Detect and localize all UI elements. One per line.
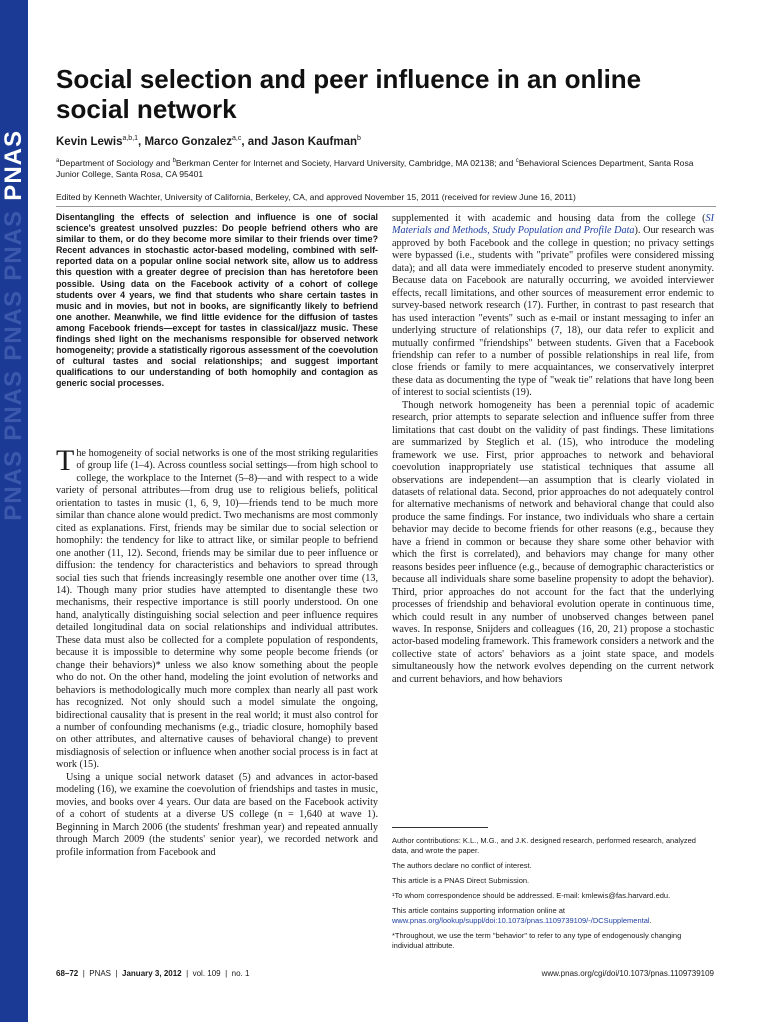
si-link[interactable]: SI Materials and Methods, Study Population and Profile Data <box>392 213 714 237</box>
body-paragraph: The homogeneity of social networks is one of the most striking regularities of group life (1–4). Across countless social settings—from high school to college, the workplace to the Internet (5–8)—and with respect to a wide variety of personal attributes—from drug use to religious beliefs, political orientation to tastes in music (1, 6, 9, 10)—friends tend to be much more similar than chance alone would predict. Two mechanisms are most commonly cited as explanations. First, friends may be similar due to social selection or homophily: the tendency for like to attract like, or similar people to befriend one another (11, 12). Second, friends may be similar due to peer influence or diffusion: the tendency for characteristics and behaviors to spread through social ties such that friends increasingly resemble one another over time (13, 14). Though many prior studies have attempted to disentangle these two mechanisms, their respective importance is still poorly understood. On one hand, analytically distinguishing social selection and peer influence requires detailed longitudinal data on social relationships and individual attributes. These data must also be collected for a complete population of respondents, because it is impossible to determine why some people become friends (or change their behaviors)* unless we also know something about the people who do not. On the other hand, modeling the joint evolution of networks and behaviors is methodologically much more complex than nearly all past work has recognized. Not only should such a model simulate the ongoing, bidirectional causality that is present in the real world; it must also control for a number of confounding mechanisms (e.g., triadic closure, homophily based on other attributes, and alternative causes of behavioral change) to prevent misdiagnosis of selection or influence when another social process is in fact at work (15). <box>56 444 378 771</box>
body-paragraph: Using a unique social network dataset (5) and advances in actor-based modeling (16), we examine the coevolution of friendships and tastes in music, movies, and books over 4 years. Our data are based on the Facebook activity of a cohort of students at a diverse US college (n = 1,640 at wave 1). Beginning in March 2006 (the students' freshman year) and repeated annually through March 2009 (the students' senior year), we recorded network and profile information from Facebook and <box>56 771 378 858</box>
body-text: supplemented it with academic and housing data from the college ( <box>392 213 706 224</box>
affil-sup: c <box>515 158 519 164</box>
footnote-behavior: *Throughout, we use the term "behavior" to refer to any type of endogenously changing individual attribute. <box>392 931 682 950</box>
pnas-logo-stack <box>2 130 26 610</box>
author-name: Jason Kaufman <box>271 135 358 148</box>
body-text: ). Our research was approved by both Facebook and the college in question; no privacy settings were bypassed (i.e., students with "private" profiles were considered missing data); and all data were immediately encoded to preserve student anonymity. Because data on Facebook are naturally occurring, we avoided interviewer effects, recall limitations, and other sources of measurement error endemic to survey-based network research (17). Further, in contrast to past research that has used interaction "events" such as e-mail or instant messaging to infer an underlying structure of relationships (7, 18), our data refer to explicit and mutually confirmed "friendships" between students. Given that a Facebook friendship can refer to a number of possible relationships in real life, from close friends or family to mere acquaintances, we conservatively interpret these data as documenting the type of "weak tie" relations that have long been of interest to social scientists (19). <box>392 225 714 399</box>
author-affil-sup: a,c <box>232 135 242 142</box>
affil-text: Behavioral Sciences Department, Santa Rosa Junior College, Santa Rosa, CA 95401 <box>56 157 694 179</box>
footer-sep: | <box>186 969 189 978</box>
footer-sep: | <box>82 969 85 978</box>
affil-sup: b <box>172 158 176 164</box>
affil-sup: a <box>56 158 60 164</box>
body-paragraph <box>392 213 714 400</box>
author-list: Kevin Lewis$^{a,b,1}$, Marco Gonzalez$^{a,c}$, and Jason Kaufman$^b$ <box>56 135 361 148</box>
edited-by: Edited by Kenneth Wachter, University of California, Berkeley, CA, and approved November 15, 2011 (received for review June 16, 2011) <box>56 192 576 202</box>
abstract: Disentangling the effects of selection and influence is one of social science's greatest unsolved puzzles: Do people befriend others who are similar to them, or do they become more similar to their friends over time? Recent advances in stochastic actor-based modeling, combined with self-reported data on a popular online social network site, allow us to address this question with a greater degree of precision than has heretofore been possible. Using data on the Facebook activity of a cohort of college students over 4 years, we find that students who share certain tastes in music and in movies, but not in books, are significantly likely to befriend one another. Meanwhile, we find little evidence for the diffusion of tastes among Facebook friends—except for tastes in classical/jazz music. These findings shed light on the mechanisms responsible for observed network homogeneity; provide a statistically rigorous assessment of the coevolution of cultural tastes and social relationships; and suggest important qualifications to our understanding of both homophily and contagion as generic social processes. <box>56 212 378 389</box>
journal-name: PNAS <box>89 969 112 978</box>
pnas-logo-repeat: PNAS <box>0 370 27 441</box>
page-footer-left <box>56 969 249 978</box>
doi-link[interactable]: www.pnas.org/cgi/doi/10.1073/pnas.1109739109 <box>541 969 714 978</box>
body-paragraph: Though network homogeneity has been a perennial topic of academic research, prior attempts to separate selection and influence suffer from three limitations that cast doubt on the validity of past findings. These limitations are summarized by Steglich et al. (15), who introduce the modeling framework we use. First, prior approaches to network and behavioral coevolution inappropriately use statistical techniques that assume all observations are independent—an assumption that is clearly violated in datasets of relational data. Second, prior approaches do not adequately control for alternative mechanisms of network and behavioral change that could also produce the same findings. For instance, two individuals who share a certain behavior may decide to become friends for other reasons (e.g., because they have a friend in common or because they share some other behavior with which the first is correlated), and behaviors may change for many other reasons besides peer influence (e.g., because of demographic characteristics or because all individuals share some baseline propensity to adopt the behavior). Third, prior approaches do not account for the fact that the underlying processes of friendship and behavioral evolution operate in continuous time, which could result in any number of unobserved changes between panel waves. In response, Snijders and colleagues (16, 20, 21) propose a stochastic actor-based modeling framework. This framework considers a network and the collective state of actors' behaviors as a joint state space, and models simultaneously how the network evolves depending on the current network and current behaviors, and how behaviors <box>392 399 714 685</box>
footnote-submission: This article is a PNAS Direct Submission. <box>392 876 530 885</box>
footnote-text: . <box>649 916 652 925</box>
pnas-logo: PNAS <box>0 130 27 201</box>
footnote-supporting <box>392 906 714 926</box>
author-affil-sup: a,b,1 <box>122 135 139 142</box>
footer-sep: | <box>225 969 228 978</box>
volume: vol. 109 <box>192 969 221 978</box>
footnotes <box>392 836 714 956</box>
pnas-logo-repeat: PNAS <box>0 210 27 281</box>
pnas-logo-repeat: PNAS <box>0 290 27 361</box>
journal-sidebar <box>0 0 28 1022</box>
footnote-correspondence: ¹To whom correspondence should be addressed. E-mail: kmlewis@fas.harvard.edu. <box>392 891 671 900</box>
author-name: Kevin Lewis <box>56 135 123 148</box>
article-title: Social selection and peer influence in an online social network <box>56 64 642 124</box>
affil-text: Berkman Center for Internet and Society, Harvard University, Cambridge, MA 02138; and <box>175 157 516 168</box>
footnote-text: This article contains supporting information online at <box>392 906 566 915</box>
author-affil-sup: b <box>357 135 361 142</box>
affil-text: Department of Sociology and <box>59 157 173 168</box>
footnote-conflict: The authors declare no conflict of interest. <box>392 861 532 870</box>
footer-sep: | <box>115 969 118 978</box>
body-column-left <box>56 444 378 859</box>
footnote-contributions: Author contributions: K.L., M.G., and J.K. designed research, performed research, analyzed data, and wrote the paper. <box>392 836 696 855</box>
header-divider <box>56 206 716 207</box>
supporting-info-link[interactable]: www.pnas.org/lookup/suppl/doi:10.1073/pnas.1109739109/-/DCSupplemental <box>392 916 650 925</box>
issue-date: January 3, 2012 <box>122 969 182 978</box>
page-range: 68–72 <box>56 969 79 978</box>
footnote-divider <box>392 827 488 828</box>
body-column-right <box>392 213 714 686</box>
author-name: Marco Gonzalez <box>144 135 232 148</box>
issue-number: no. 1 <box>231 969 250 978</box>
affiliations <box>56 156 716 180</box>
pnas-logo-repeat: PNAS <box>0 450 27 521</box>
